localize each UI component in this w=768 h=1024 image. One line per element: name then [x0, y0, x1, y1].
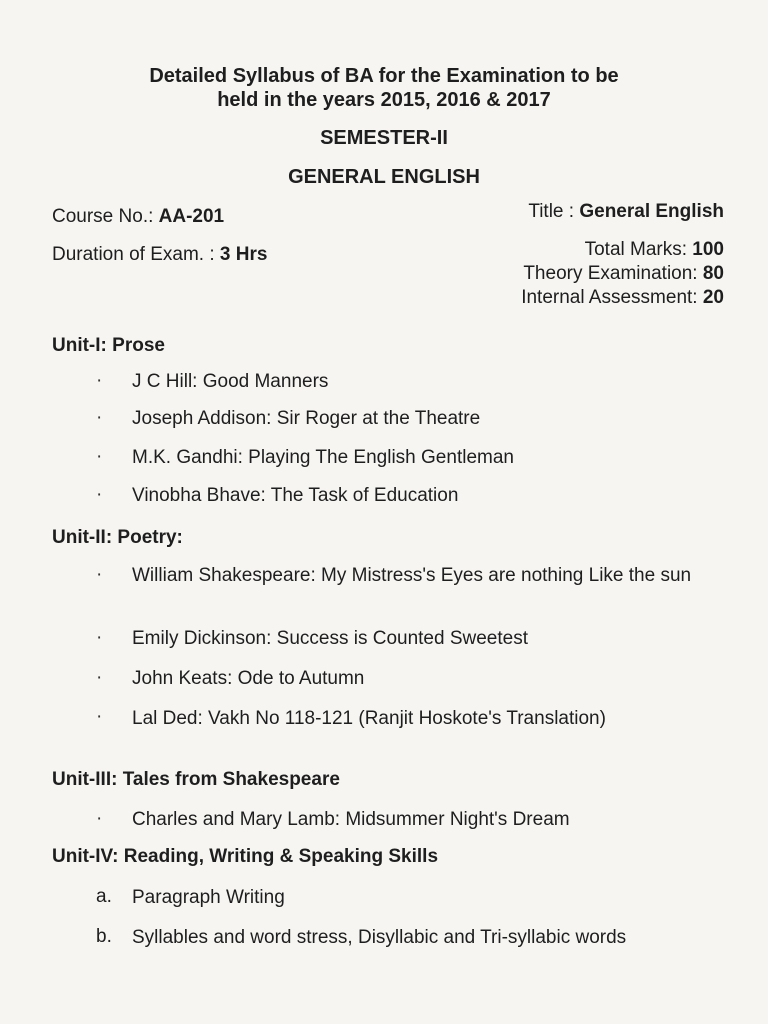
list-item: Joseph Addison: Sir Roger at the Theatre — [132, 408, 481, 429]
bullet-icon: · — [96, 564, 103, 585]
internal-assessment-label: Internal Assessment: — [521, 287, 698, 308]
list-item: Emily Dickinson: Success is Counted Sweetest — [132, 628, 528, 649]
list-item: J C Hill: Good Manners — [132, 371, 329, 392]
list-item: Paragraph Writing — [132, 887, 285, 908]
unit-heading-prose: Unit-I: Prose — [52, 335, 165, 356]
theory-marks — [523, 262, 724, 286]
bullet-icon: · — [96, 667, 103, 688]
list-marker-b: b. — [96, 926, 112, 947]
list-item: William Shakespeare: My Mistress's Eyes are nothing Like the sun — [132, 565, 692, 586]
unit-heading-poetry: Unit-II: Poetry: — [52, 527, 183, 548]
theory-marks-value: 80 — [702, 263, 724, 284]
bullet-icon: · — [96, 446, 103, 467]
course-number-value: AA-201 — [158, 206, 225, 227]
exam-duration-label: Duration of Exam. : — [52, 244, 215, 265]
course-title-value: General English — [579, 201, 724, 222]
course-title-label: Title : — [528, 201, 575, 222]
list-item: Lal Ded: Vakh No 118-121 (Ranjit Hoskote's Translation) — [132, 708, 606, 729]
bullet-icon: · — [96, 484, 103, 505]
list-item: M.K. Gandhi: Playing The English Gentleman — [132, 447, 514, 468]
theory-marks-label: Theory Examination: — [523, 263, 698, 284]
document-title-line-1: Detailed Syllabus of BA for the Examination to be — [149, 65, 619, 87]
list-item: Syllables and word stress, Disyllabic and Tri-syllabic words — [132, 927, 627, 948]
semester-heading: SEMESTER-II — [320, 127, 448, 149]
bullet-icon: · — [96, 808, 103, 829]
subject-heading: GENERAL ENGLISH — [288, 166, 480, 188]
bullet-icon: · — [96, 627, 103, 648]
bullet-icon: · — [96, 370, 103, 391]
total-marks-label: Total Marks: — [584, 239, 688, 260]
list-item: John Keats: Ode to Autumn — [132, 668, 365, 689]
unit-heading-skills: Unit-IV: Reading, Writing & Speaking Skills — [52, 846, 439, 867]
internal-assessment-value: 20 — [702, 287, 724, 308]
course-title — [528, 200, 724, 224]
list-item: Vinobha Bhave: The Task of Education — [132, 485, 459, 506]
total-marks — [585, 238, 724, 262]
document-title-line-2: held in the years 2015, 2016 & 2017 — [217, 89, 551, 111]
list-item: Charles and Mary Lamb: Midsummer Night's Dream — [132, 809, 570, 830]
course-number — [52, 206, 224, 228]
total-marks-value: 100 — [692, 239, 724, 260]
bullet-icon: · — [96, 407, 103, 428]
unit-heading-tales: Unit-III: Tales from Shakespeare — [52, 769, 340, 790]
bullet-icon: · — [96, 706, 103, 727]
exam-duration-value: 3 Hrs — [219, 244, 268, 265]
internal-assessment-marks — [521, 286, 724, 310]
list-marker-a: a. — [96, 886, 112, 907]
exam-duration — [52, 244, 267, 266]
course-number-label: Course No.: — [52, 206, 154, 227]
